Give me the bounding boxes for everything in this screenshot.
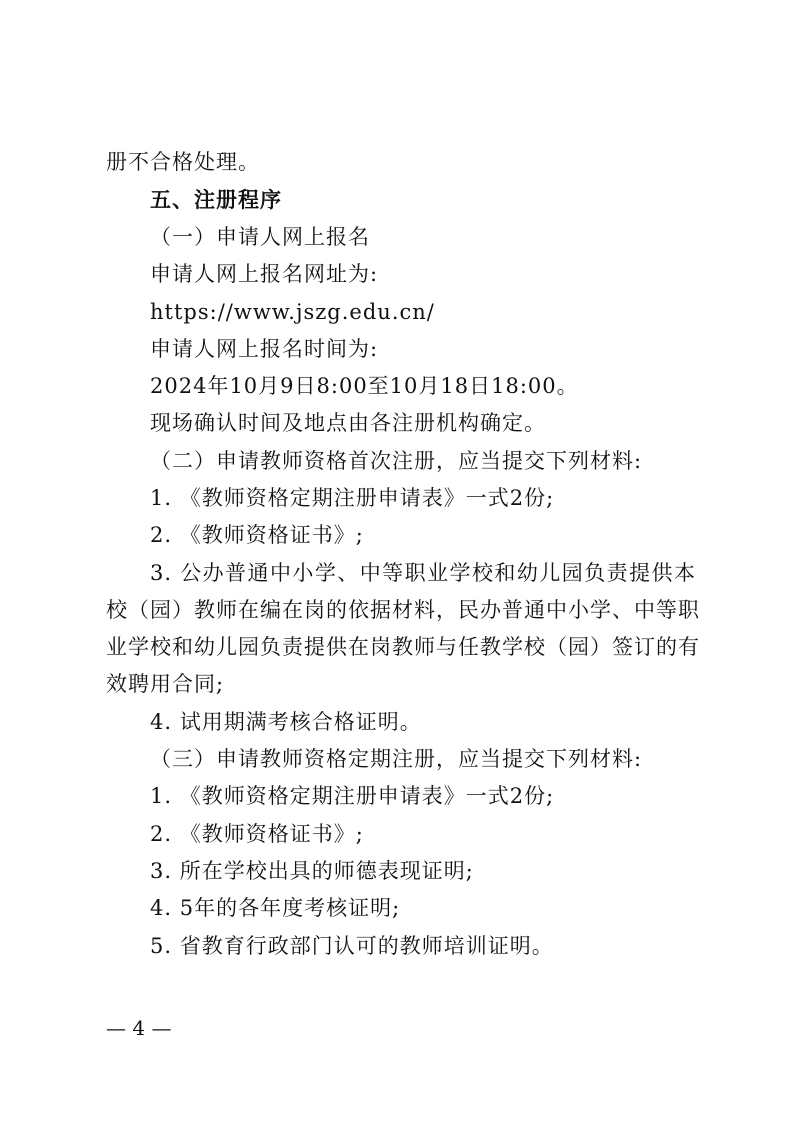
list-item-first-2: 2. 《教师资格证书》; bbox=[150, 523, 364, 547]
list-item-first-4: 4. 试用期满考核合格证明。 bbox=[150, 710, 422, 734]
subheading-periodic-registration-materials: （三）申请教师资格定期注册，应当提交下列材料: bbox=[150, 747, 643, 771]
paragraph-website-url: https://www.jszg.edu.cn/ bbox=[150, 300, 435, 324]
subheading-first-registration-materials: （二）申请教师资格首次注册，应当提交下列材料: bbox=[150, 449, 643, 473]
paragraph-continuation: 册不合格处理。 bbox=[106, 150, 260, 174]
paragraph-time-label: 申请人网上报名时间为: bbox=[150, 337, 379, 361]
page-number: — 4 — bbox=[106, 1016, 172, 1040]
list-item-first-3-line-1: 3. 公办普通中小学、中等职业学校和幼儿园负责提供本 bbox=[150, 561, 696, 585]
list-item-periodic-3: 3. 所在学校出具的师德表现证明; bbox=[150, 859, 474, 883]
subheading-online-application: （一）申请人网上报名 bbox=[150, 225, 370, 249]
list-item-first-3-line-3: 业学校和幼儿园负责提供在岗教师与任教学校（园）签订的有 bbox=[106, 635, 700, 659]
paragraph-website-label: 申请人网上报名网址为: bbox=[150, 262, 379, 286]
list-item-first-3-line-2: 校（园）教师在编在岗的依据材料，民办普通中小学、中等职 bbox=[106, 598, 700, 622]
list-item-periodic-4: 4. 5年的各年度考核证明; bbox=[150, 896, 401, 920]
section-heading-registration-procedure: 五、注册程序 bbox=[150, 188, 282, 212]
paragraph-onsite-confirmation: 现场确认时间及地点由各注册机构确定。 bbox=[150, 411, 546, 435]
list-item-periodic-2: 2. 《教师资格证书》; bbox=[150, 822, 364, 846]
list-item-periodic-1: 1. 《教师资格定期注册申请表》一式2份; bbox=[150, 784, 555, 808]
list-item-periodic-5: 5. 省教育行政部门认可的教师培训证明。 bbox=[150, 934, 554, 958]
list-item-first-3-line-4: 效聘用合同; bbox=[106, 672, 225, 696]
list-item-first-1: 1. 《教师资格定期注册申请表》一式2份; bbox=[150, 486, 555, 510]
paragraph-application-time: 2024年10月9日8:00至10月18日18:00。 bbox=[150, 374, 579, 398]
